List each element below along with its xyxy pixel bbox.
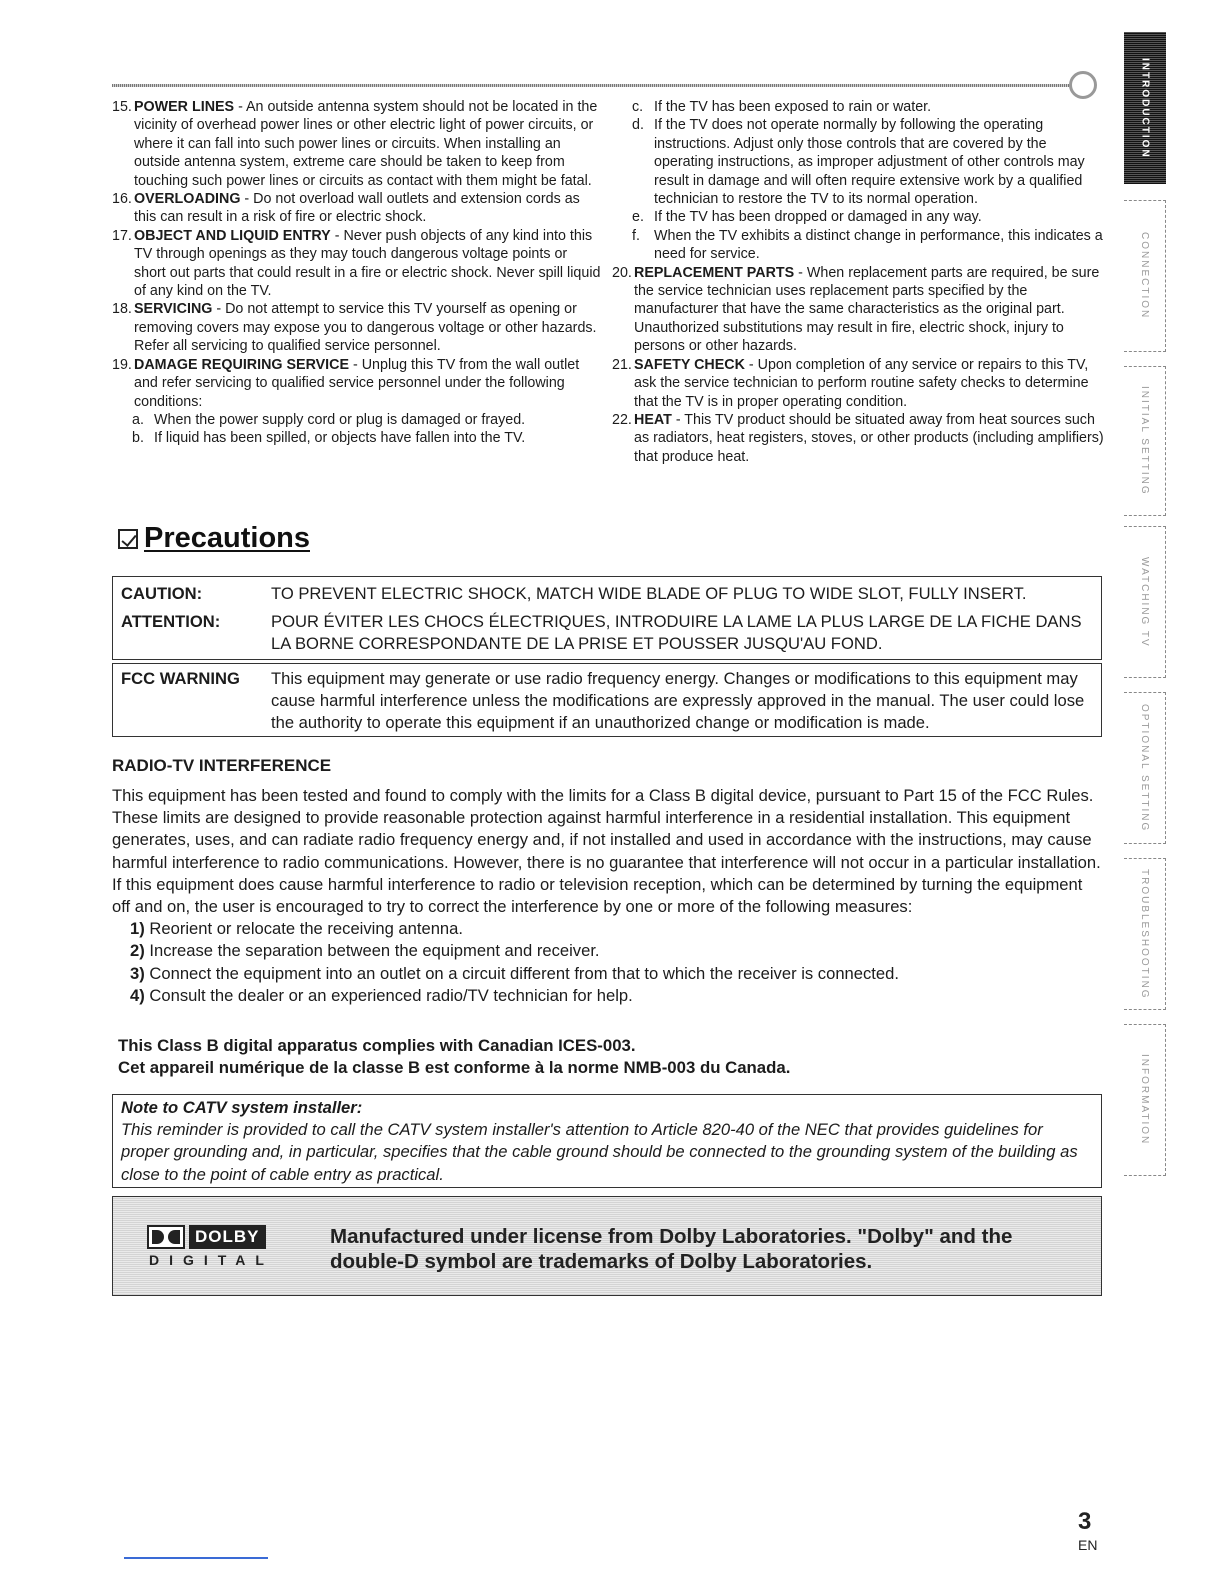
- safety-subitem-c: c. If the TV has been exposed to rain or water.: [632, 99, 932, 115]
- catv-note-text: This reminder is provided to call the CATV system installer's attention to Article 820-40 of the NEC that provides guidelines for proper grounding and, in particular, specifies that the cable ground should be connected to the grounding system of the building as close to the point of cable entry as practical.: [121, 1120, 1078, 1184]
- list-item: 1) Reorient or relocate the receiving antenna.: [130, 919, 464, 939]
- safety-subitem-a: a. When the power supply cord or plug is damaged or frayed.: [132, 411, 526, 428]
- double-d-icon: [147, 1225, 185, 1249]
- dolby-banner: [112, 1196, 1102, 1296]
- side-tab-optional-setting[interactable]: OPTIONAL SETTING: [1124, 692, 1166, 844]
- caution-text: TO PREVENT ELECTRIC SHOCK, MATCH WIDE BLADE OF PLUG TO WIDE SLOT, FULLY INSERT.: [271, 584, 1027, 603]
- fcc-text: This equipment may generate or use radio frequency energy. Changes or modifications to this equipment may cause harmful interference unless the modifications are expressly approved in the manual. The user could lose the authority to operate this equipment if an unauthorized change or modification is made.: [271, 669, 1085, 732]
- radio-interference-title: RADIO-TV INTERFERENCE: [112, 756, 332, 775]
- checkbox-icon: [118, 529, 138, 549]
- side-tab-connection[interactable]: CONNECTION: [1124, 200, 1166, 352]
- safety-item-18: 18. SERVICING - Do not attempt to service this TV yourself as opening or removing covers may expose you to dangerous voltage or other hazards. Refer all servicing to qualified service personnel.: [112, 301, 597, 355]
- header-rule-end-circle: [1069, 71, 1097, 99]
- caution-row: [121, 583, 1091, 605]
- side-tab-information[interactable]: INFORMATION: [1124, 1024, 1166, 1176]
- list-item: 4) Consult the dealer or an experienced radio/TV technician for help.: [130, 985, 633, 1005]
- page-number: 3: [1078, 1508, 1092, 1535]
- dolby-trademark-text: Manufactured under license from Dolby Laboratories. "Dolby" and the double-D symbol are trademarks of Dolby Laboratories.: [330, 1225, 1013, 1273]
- list-item: 2) Increase the separation between the equipment and receiver.: [130, 941, 600, 961]
- fcc-row: [121, 668, 1091, 734]
- safety-subitem-d: d. If the TV does not operate normally by following the operating instructions. Adjust only those controls that are covered by the operating instructions, as improper adjustment of other controls may result in damage and will often require extensive work by a qualified technician to restore the TV to its normal operation.: [632, 117, 1085, 208]
- attention-text: POUR ÉVITER LES CHOCS ÉLECTRIQUES, INTRODUIRE LA LAME LA PLUS LARGE DE LA FICHE DANS LA BORNE CORRESPONDANTE DE LA PRISE ET POUSSER JUSQU'AU FOND.: [271, 612, 1082, 653]
- safety-column-right: [612, 98, 1108, 466]
- safety-item-16: 16. OVERLOADING - Do not overload wall outlets and extension cords as this can result in a risk of fire or electric shock.: [112, 191, 580, 226]
- dolby-digital-logo: [147, 1225, 287, 1269]
- attention-label: ATTENTION:: [121, 612, 221, 631]
- safety-item-15: 15. POWER LINES - An outside antenna system should not be located in the vicinity of overhead power lines or other electric light of power circuits, or where it can fall into such power lines or circuits. When installing an outside antenna system, extreme care should be taken to keep from touching such power lines or circuits as contact with them might be fatal.: [112, 99, 598, 189]
- dolby-logo-word: DOLBY: [189, 1225, 266, 1249]
- measures-list: [112, 918, 1102, 1007]
- safety-subitem-b: b. If liquid has been spilled, or objects have fallen into the TV.: [132, 430, 526, 447]
- canada-compliance-fr: Cet appareil numérique de la classe B est conforme à la norme NMB-003 du Canada.: [118, 1058, 791, 1077]
- page-language: EN: [1078, 1537, 1098, 1553]
- safety-item-17: 17. OBJECT AND LIQUID ENTRY - Never push objects of any kind into this TV through openings as they may touch dangerous voltage points or short out parts that could result in a fire or electric shock. Never spill liquid of any kind on the TV.: [112, 227, 601, 300]
- safety-subitem-e: e. If the TV has been dropped or damaged in any way.: [632, 209, 982, 226]
- precautions-heading: [118, 522, 310, 555]
- safety-subitem-f: f. When the TV exhibits a distinct change in performance, this indicates a need for service.: [632, 227, 1103, 263]
- safety-column-left: [112, 98, 602, 448]
- bottom-rule: [124, 1557, 268, 1559]
- catv-note-box: [112, 1094, 1102, 1188]
- fcc-warning-box: [112, 663, 1102, 737]
- catv-note-title: Note to CATV system installer:: [121, 1098, 363, 1117]
- side-tab-initial-setting[interactable]: INITIAL SETTING: [1124, 366, 1166, 516]
- canada-compliance-en: This Class B digital apparatus complies with Canadian ICES-003.: [118, 1036, 636, 1055]
- safety-item-21: 21. SAFETY CHECK - Upon completion of any service or repairs to this TV, ask the service technician to perform routine safety checks to determine that the TV is in proper operating condition.: [612, 356, 1089, 410]
- radio-paragraph: This equipment has been tested and found to comply with the limits for a Class B digital device, pursuant to Part 15 of the FCC Rules. These limits are designed to provide reasonable protection against harmful interference in a residential installation. This equipment generates, uses, and can radiate radio frequency energy and, if not installed and used in accordance with the instructions, may cause harmful interference to radio communications. However, there is no guarantee that interference will not occur in a particular installation. If this equipment does cause harmful interference to radio or television reception, which can be determined by turning the equipment off and on, the user is encouraged to try to correct the interference by one or more of the following measures:: [112, 786, 1101, 917]
- radio-interference-body: [112, 785, 1102, 1007]
- caution-box: [112, 576, 1102, 660]
- side-tab-troubleshooting[interactable]: TROUBLESHOOTING: [1124, 858, 1166, 1010]
- precautions-title: Precautions: [144, 522, 310, 554]
- side-tab-watching-tv[interactable]: WATCHING TV: [1124, 526, 1166, 678]
- safety-item-19: 19. DAMAGE REQUIRING SERVICE - Unplug this TV from the wall outlet and refer servicing to qualified service personnel under the following conditions:: [112, 356, 580, 410]
- safety-item-20: 20. REPLACEMENT PARTS - When replacement parts are required, be sure the service technician uses replacement parts specified by the manufacturer that have the same characteristics as the original part. Unauthorized substitutions may result in fire, electric shock, injury to persons or other hazards.: [612, 264, 1100, 355]
- side-tab-introduction[interactable]: INTRODUCTION: [1124, 32, 1166, 184]
- header-rule: [112, 84, 1080, 87]
- caution-label: CAUTION:: [121, 584, 203, 603]
- dolby-logo-sub: DIGITAL: [149, 1252, 274, 1268]
- list-item: 3) Connect the equipment into an outlet on a circuit different from that to which the receiver is connected.: [130, 963, 899, 983]
- attention-row: [121, 611, 1091, 655]
- fcc-label: FCC WARNING: [121, 669, 240, 688]
- safety-item-22: 22. HEAT - This TV product should be situated away from heat sources such as radiators, heat registers, stoves, or other products (including amplifiers) that produce heat.: [612, 411, 1104, 465]
